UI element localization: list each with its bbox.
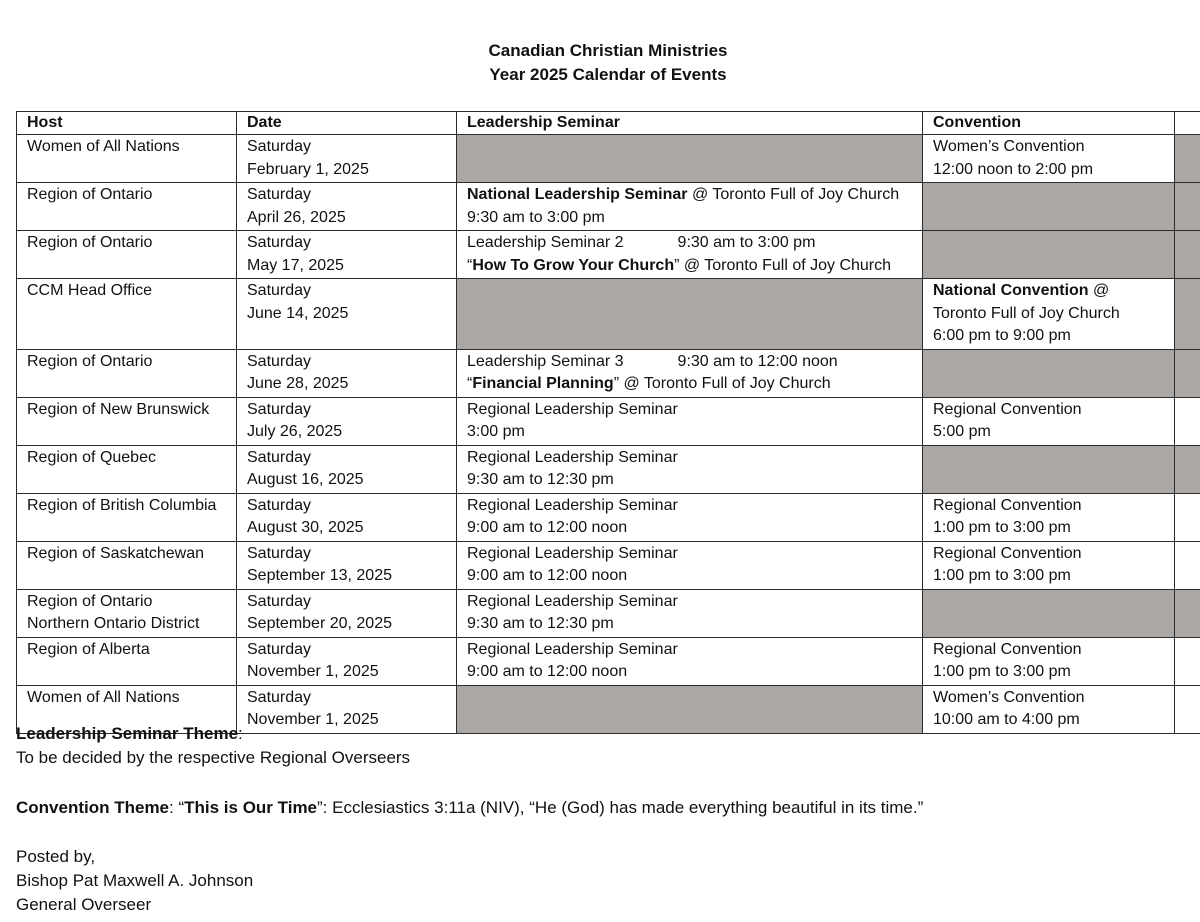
seminar-location: @ Toronto Full of Joy Church	[687, 186, 900, 203]
seminar-name: Regional Leadership Seminar	[467, 400, 678, 418]
host-name: Region of Ontario	[27, 352, 153, 370]
event-date: November 1, 2025	[247, 711, 379, 728]
seminar-name: Leadership Seminar 2	[467, 234, 624, 251]
seminar-time: 9:30 am to 3:00 pm	[467, 208, 605, 226]
edge-cell	[1175, 493, 1200, 541]
date-cell	[237, 445, 457, 493]
date-cell	[237, 135, 457, 183]
host-name: Women of All Nations	[27, 688, 180, 706]
seminar-topic: Financial Planning	[472, 375, 614, 392]
seminar-time: 9:00 am to 12:00 noon	[467, 663, 628, 680]
date-cell	[237, 493, 457, 541]
seminar-theme-label: Leadership Seminar Theme	[16, 724, 239, 743]
table-row	[17, 349, 1200, 397]
event-day: Saturday	[247, 186, 312, 203]
seminar-cell-empty	[457, 685, 923, 733]
convention-time: 10:00 am to 4:00 pm	[933, 711, 1080, 728]
edge-cell	[1175, 279, 1200, 350]
event-day: Saturday	[247, 448, 312, 466]
convention-theme-separator: : “	[169, 798, 185, 817]
host-cell	[17, 183, 237, 231]
edge-cell	[1175, 349, 1200, 397]
convention-cell-empty	[923, 183, 1175, 231]
host-name: Region of Ontario	[27, 186, 153, 203]
seminar-cell	[457, 541, 923, 589]
seminar-location: ” @ Toronto Full of Joy Church	[674, 256, 892, 274]
convention-cell	[923, 541, 1175, 589]
seminar-time: 9:30 am to 3:00 pm	[677, 234, 816, 251]
date-cell	[237, 183, 457, 231]
host-name: Region of British Columbia	[27, 496, 217, 514]
edge-cell	[1175, 397, 1200, 445]
seminar-cell-empty	[457, 135, 923, 183]
document-title: Canadian Christian Ministries	[488, 41, 728, 60]
event-date: November 1, 2025	[247, 663, 379, 680]
convention-theme-text: ”: Ecclesiastics 3:11a (NIV), “He (God) has made everything beautiful in its time.”	[317, 798, 924, 817]
event-date: August 16, 2025	[247, 471, 364, 488]
seminar-cell	[457, 349, 923, 397]
table-header-row	[17, 112, 1200, 135]
host-cell	[17, 135, 237, 183]
date-cell	[237, 589, 457, 637]
convention-time: 1:00 pm to 3:00 pm	[933, 567, 1071, 584]
date-cell	[237, 279, 457, 350]
convention-cell	[923, 135, 1175, 183]
seminar-cell	[457, 397, 923, 445]
convention-cell-empty	[923, 589, 1175, 637]
event-date: July 26, 2025	[247, 423, 343, 440]
convention-cell	[923, 493, 1175, 541]
convention-name: Women’s Convention	[933, 138, 1085, 155]
convention-name: Regional Convention	[933, 400, 1082, 418]
seminar-cell-empty	[457, 279, 923, 350]
table-row	[17, 589, 1200, 637]
host-cell	[17, 349, 237, 397]
date-cell	[237, 541, 457, 589]
convention-name: Regional Convention	[933, 496, 1082, 514]
convention-time: 1:00 pm to 3:00 pm	[933, 519, 1071, 536]
host-name: Women of All Nations	[27, 138, 180, 155]
host-name: CCM Head Office	[27, 282, 153, 299]
event-date: February 1, 2025	[247, 160, 369, 178]
event-date: September 13, 2025	[247, 567, 392, 584]
edge-cell	[1175, 112, 1200, 135]
convention-location: Toronto Full of Joy Church	[933, 304, 1120, 322]
event-day: Saturday	[247, 688, 312, 706]
edge-cell	[1175, 183, 1200, 231]
edge-cell	[1175, 685, 1200, 733]
convention-theme-quote: This is Our Time	[184, 798, 318, 817]
seminar-name: Regional Leadership Seminar	[467, 592, 678, 610]
open-quote: “	[467, 375, 473, 392]
host-cell	[17, 397, 237, 445]
event-day: Saturday	[247, 282, 312, 299]
table-row	[17, 397, 1200, 445]
convention-cell-empty	[923, 445, 1175, 493]
date-cell	[237, 637, 457, 685]
host-name: Region of New Brunswick	[27, 400, 210, 418]
event-date: April 26, 2025	[247, 208, 346, 226]
edge-cell	[1175, 135, 1200, 183]
host-cell	[17, 541, 237, 589]
edge-cell	[1175, 637, 1200, 685]
events-table	[16, 111, 1200, 734]
event-date: May 17, 2025	[247, 256, 344, 274]
convention-cell	[923, 637, 1175, 685]
convention-cell-empty	[923, 231, 1175, 279]
edge-cell	[1175, 589, 1200, 637]
convention-cell	[923, 685, 1175, 733]
open-quote: “	[467, 256, 473, 274]
table-row	[17, 541, 1200, 589]
event-day: Saturday	[247, 496, 312, 514]
seminar-topic: How To Grow Your Church	[472, 256, 675, 274]
column-header-seminar: Leadership Seminar	[457, 112, 923, 135]
table-row	[17, 493, 1200, 541]
seminar-theme-note	[16, 722, 410, 770]
host-cell	[17, 493, 237, 541]
seminar-theme-text: To be decided by the respective Regional Overseers	[16, 748, 411, 767]
seminar-cell	[457, 231, 923, 279]
convention-name: Regional Convention	[933, 640, 1082, 658]
convention-cell	[923, 279, 1175, 350]
event-day: Saturday	[247, 234, 312, 251]
event-day: Saturday	[247, 352, 312, 370]
host-name: Region of Saskatchewan	[27, 544, 204, 562]
table-row	[17, 135, 1200, 183]
host-cell	[17, 589, 237, 637]
host-name: Region of Ontario	[27, 592, 153, 610]
convention-time: 6:00 pm to 9:00 pm	[933, 327, 1071, 344]
convention-theme-note	[16, 796, 923, 820]
column-header-date: Date	[237, 112, 457, 135]
convention-name: Women’s Convention	[933, 688, 1085, 706]
host-cell	[17, 231, 237, 279]
date-cell	[237, 349, 457, 397]
host-district: Northern Ontario District	[27, 615, 200, 632]
table-row	[17, 445, 1200, 493]
seminar-name: Regional Leadership Seminar	[467, 448, 678, 466]
seminar-time: 9:00 am to 12:00 noon	[467, 567, 628, 584]
table-row	[17, 231, 1200, 279]
convention-time: 1:00 pm to 3:00 pm	[933, 663, 1071, 680]
date-cell	[237, 231, 457, 279]
seminar-time: 9:30 am to 12:30 pm	[467, 471, 614, 488]
column-header-convention: Convention	[923, 112, 1175, 135]
seminar-time: 9:30 am to 12:00 noon	[677, 352, 838, 370]
table-row	[17, 637, 1200, 685]
host-cell	[17, 445, 237, 493]
host-cell	[17, 637, 237, 685]
signer-name: Bishop Pat Maxwell A. Johnson	[16, 871, 254, 890]
convention-cell	[923, 397, 1175, 445]
event-day: Saturday	[247, 138, 312, 155]
host-name: Region of Alberta	[27, 640, 150, 658]
signer-title: General Overseer	[16, 895, 152, 914]
event-date: June 14, 2025	[247, 304, 349, 322]
convention-name: National Convention	[933, 282, 1089, 299]
edge-cell	[1175, 231, 1200, 279]
event-date: September 20, 2025	[247, 615, 392, 632]
seminar-theme-colon: :	[238, 724, 243, 743]
signature-block	[16, 845, 253, 917]
convention-theme-label: Convention Theme	[16, 798, 170, 817]
convention-cell-empty	[923, 349, 1175, 397]
seminar-cell	[457, 445, 923, 493]
seminar-cell	[457, 493, 923, 541]
seminar-time: 3:00 pm	[467, 423, 525, 440]
table-row	[17, 183, 1200, 231]
column-header-host: Host	[17, 112, 237, 135]
event-day: Saturday	[247, 544, 312, 562]
seminar-time: 9:00 am to 12:00 noon	[467, 519, 628, 536]
table-row	[17, 279, 1200, 350]
host-cell	[17, 279, 237, 350]
host-name: Region of Ontario	[27, 234, 153, 251]
document-subtitle: Year 2025 Calendar of Events	[489, 65, 727, 84]
event-date: August 30, 2025	[247, 519, 364, 536]
posted-by: Posted by,	[16, 847, 96, 866]
seminar-name: Regional Leadership Seminar	[467, 640, 678, 658]
event-day: Saturday	[247, 640, 312, 658]
seminar-name: Regional Leadership Seminar	[467, 544, 678, 562]
edge-cell	[1175, 541, 1200, 589]
edge-cell	[1175, 445, 1200, 493]
seminar-time: 9:30 am to 12:30 pm	[467, 615, 614, 632]
event-day: Saturday	[247, 592, 312, 610]
seminar-name: Leadership Seminar 3	[467, 352, 624, 370]
seminar-cell	[457, 637, 923, 685]
convention-time: 5:00 pm	[933, 423, 991, 440]
event-date: June 28, 2025	[247, 375, 349, 392]
seminar-title: National Leadership Seminar	[467, 186, 688, 203]
seminar-cell	[457, 589, 923, 637]
seminar-location: ” @ Toronto Full of Joy Church	[613, 375, 831, 392]
date-cell	[237, 397, 457, 445]
convention-at: @	[1088, 282, 1110, 299]
seminar-cell	[457, 183, 923, 231]
convention-time: 12:00 noon to 2:00 pm	[933, 160, 1094, 178]
convention-name: Regional Convention	[933, 544, 1082, 562]
event-day: Saturday	[247, 400, 312, 418]
host-name: Region of Quebec	[27, 448, 156, 466]
seminar-name: Regional Leadership Seminar	[467, 496, 678, 514]
